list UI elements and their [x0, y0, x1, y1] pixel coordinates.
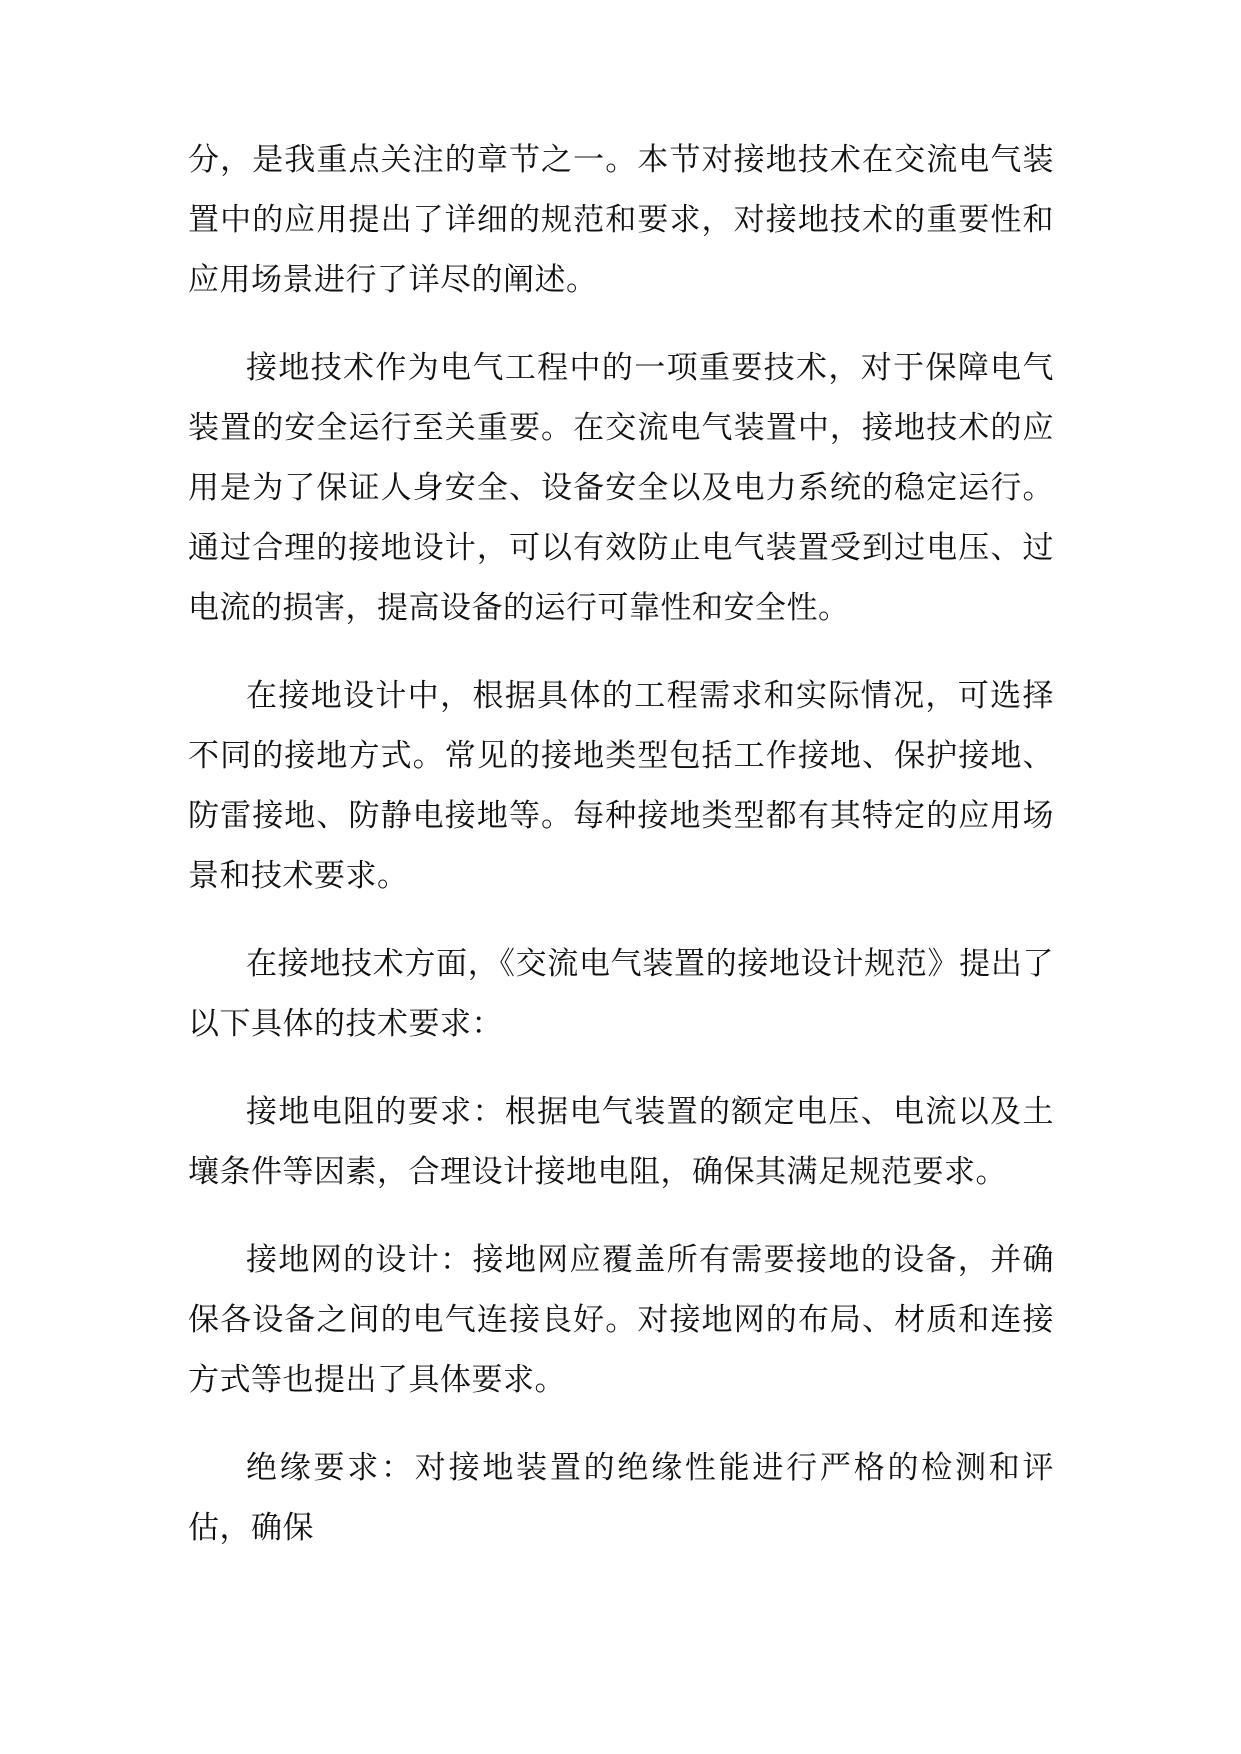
document-page [188, 130, 1054, 1558]
paragraph-insulation-requirements: 绝缘要求：对接地装置的绝缘性能进行严格的检测和评估，确保 [188, 1450, 1054, 1546]
paragraph-grounding-importance: 接地技术作为电气工程中的一项重要技术，对于保障电气装置的安全运行至关重要。在交流电气装置中，接地技术的应用是为了保证人身安全、设备安全以及电力系统的稳定运行。通过合理的接地设计，可以有效防止电气装置受到过电压、过电流的损害，提高设备的运行可靠性和安全性。 [188, 350, 1054, 626]
paragraph-grounding-types: 在接地设计中，根据具体的工程需求和实际情况，可选择不同的接地方式。常见的接地类型包括工作接地、保护接地、防雷接地、防静电接地等。每种接地类型都有其特定的应用场景和技术要求。 [188, 678, 1054, 894]
paragraph-continuation: 分，是我重点关注的章节之一。本节对接地技术在交流电气装置中的应用提出了详细的规范和要求，对接地技术的重要性和应用场景进行了详尽的阐述。 [188, 142, 1054, 298]
paragraph-grounding-resistance: 接地电阻的要求：根据电气装置的额定电压、电流以及土壤条件等因素，合理设计接地电阻，确保其满足规范要求。 [188, 1094, 1054, 1190]
paragraph-grounding-grid-design: 接地网的设计：接地网应覆盖所有需要接地的设备，并确保各设备之间的电气连接良好。对接地网的布局、材质和连接方式等也提出了具体要求。 [188, 1242, 1054, 1398]
paragraph-technical-requirements-intro: 在接地技术方面，《交流电气装置的接地设计规范》提出了以下具体的技术要求： [188, 946, 1054, 1042]
